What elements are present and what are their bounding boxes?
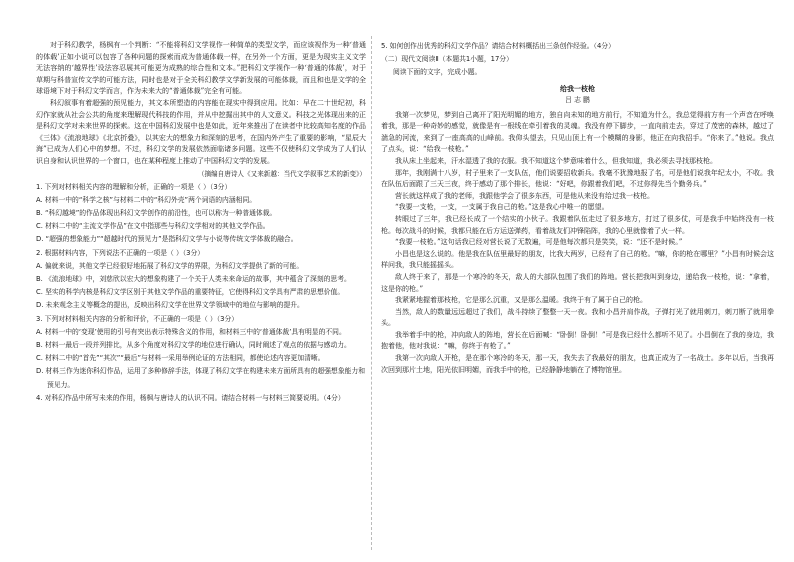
- story-paragraph: 我紧紧地握着那枝枪，它是那么沉重，又是那么温暖。我终于有了属于自己的枪。: [395, 296, 647, 305]
- story-paragraph: 我举着手中的枪，冲向敌人的阵地，营长在后面喊：“卧倒！卧倒！”可是我已经什么都听不见了。小昌倒在了我的身边，我抱着他，他对我说：“嘛，你终于有枪了。”: [381, 330, 774, 351]
- story-author: 吕 志 鹏: [565, 95, 590, 104]
- question-1: [36, 181, 366, 247]
- story-paragraph: 营长就这样成了我的老师，我跟他学会了很多东西，可是他从来没有给过我一枝枪。: [395, 191, 654, 200]
- source-citation: （摘编自唐诗人《又来新越：当代文学叙事艺术的新变》）: [197, 169, 366, 178]
- option-b: B. 《流浪地球》中，刘慈欣以宏大的想象构建了一个关于人类未来命运的故事，其中蕴含了深刻的思考。: [36, 274, 351, 283]
- story-paragraph: 转眼过了三年，我已经长成了一个结实的小伙子。我跟着队伍走过了很多地方，打过了很多仗，可是我手中始终没有一枝枪。每次战斗的时候，我都只能在后方运送弹药，看着战友们冲锋陷阵，我的心里就像着了火一样。: [381, 214, 774, 235]
- question-stem: 1. 下列对材料相关内容的理解和分析，正确的一项是（ ）（3分）: [36, 182, 232, 191]
- story-title: 给我一枝枪: [560, 83, 595, 93]
- story-paragraph: 当然，敌人的数量远远超过了我们，战斗持续了整整一天一夜。我和小昌并肩作战，子弹打光了就用刺刀，刺刀断了就用拳头。: [381, 307, 774, 328]
- option-c: C. 材料二中的“首先”“其次”“最后”与材料一采用举例论证的方法相同，都使论述内容更加清晰。: [36, 354, 325, 363]
- option-d: D. 未来观念主义等概念的提出，反映出科幻文学在世界文学领域中的地位与影响的提升。: [36, 301, 304, 310]
- option-b: B. “科幻越境”的作品体现出科幻文学创作的前沿性，也可以称为一种普通体裁。: [36, 208, 277, 217]
- option-c: C. 坚实的科学内核是科幻文学区别于其他文学作品的重要特征，它使得科幻文学具有严肃的思想价值。: [36, 288, 345, 297]
- passage-paragraph: 科幻叙事有着超强的预见能力，其文本所塑造的内容能在现实中得到应用。比如：早在二十世纪初，科幻作家就从社会公共的角度来理解现代科技的作用，并从中挖掘出其中的人文意义。科技之光体现出来的正是科幻文学对未来世界的探索。这在中国科幻发展中也是如此，近年来推出了在读者中比较高知名度的作品《三体》《流浪地球》《北京折叠》，以其宏大的想象力和深刻的思考，在国内外产生了重要的影响，“星辰大海”已成为人们心中的梦想。不过，科幻文学的发展依然面临诸多问题。这些不仅使科幻文学成为了人们认识自身和认识世界的一个窗口，也在某种程度上推动了中国科幻文学的发展。: [36, 98, 366, 165]
- passage-paragraph: 对于科幻教学，杨枫有一个判断：“不能将科幻文学视作一种简单的类型文学，而应该视作为一种‘普通的体载’正如小说可以包容了各种问题的探索而成为普通体载一样，在另外一个方面，更是为现实主义文学无法容纳的‘越界性’设法容忍展其可能更为成熟的综合性和文本。”把科幻文学视作一种‘普通的体裁’，对于草期与科普宣传文学的可能方法，同时也是对于全关科幻教学文学新发展的可能体裁，而且和也是文学的全球语境下对于科幻文学而言，作为未来大的“普通体裁”完全有可能。: [36, 41, 366, 96]
- story-paragraph: “我要一枝枪。”这句话我已经对营长说了无数遍，可是他每次都只是笑笑，说：“还不是时候。”: [395, 238, 683, 247]
- question-4: 4. 对科幻作品中所写未来的作用，杨枫与唐诗人的认识不同。请结合材料一与材料三简要说明。（4分）: [36, 393, 345, 402]
- option-a: A. 偏就来说，其他文学已经很好地拓展了科幻文学的界限，为科幻文学提供了新的可能。: [36, 261, 304, 270]
- option-c: C. 材料二中的“主流文学作品”在文中指那些与科幻文学相对的其他文学作品。: [36, 222, 270, 231]
- story-paragraph: 我第一次梦见，梦到自己离开了阳光明媚的地方，独自向未知的地方前行，不知道为什么，我总觉得前方有一个声音在呼唤着我，那是一种奇妙的感觉，就像是有一根线在牵引着我的灵魂。我没有停下脚步，一直向前走去，穿过了茂密的森林，越过了湍急的河流，来到了一座高高的山峰前。我仰头望去，只见山顶上有一个模糊的身影，他正在向我招手。“你来了。”他说。我点了点头，说：“给我一枝枪。”: [381, 110, 774, 154]
- section-heading: （二）现代文阅读Ⅱ（本题共1小题，17分）: [381, 55, 513, 64]
- question-2: [36, 247, 366, 313]
- option-a: A. 材料一中的‘变现’使用的引号有突出表示特殊含义的作用，和材料三中的‘普通体裁’具有明显的不同。: [36, 327, 346, 336]
- story-paragraph: “我要一支枪，一支，一支属于我自己的枪。”这是我心中唯一的愿望。: [395, 203, 609, 212]
- reading-instruction: 阅读下面的文字，完成小题。: [393, 68, 482, 77]
- story-paragraph: 敌人终于来了，那是一个寒冷的冬天，敌人的大部队包围了我们的阵地。营长把我叫到身边，递给我一枝枪，说：“拿着，这是你的枪。”: [381, 272, 774, 293]
- question-stem: 3. 下列对材料相关内容的分析和评价，不正确的一项是（ ）（3分）: [36, 314, 239, 323]
- option-a: A. 材料一中的“科学之核”与材料二中的“科幻外壳”两个词语的内涵相同。: [36, 195, 257, 204]
- question-5: 5. 如何创作出优秀的科幻文学作品？请结合材料概括出三条创作经验。（4分）: [381, 42, 615, 50]
- option-d: D. “超强的想象能力”“超越时代的预见力”是指科幻文学与小说等传统文学体裁的融合。: [36, 235, 298, 244]
- story-body: [381, 110, 774, 377]
- column-divider: [371, 36, 372, 550]
- option-b: B. 材料一最后一段并列排比，从多个角度对科幻文学的地位进行确认，同时阐述了观点的依据与感动力。: [36, 340, 351, 349]
- left-column: [36, 40, 366, 405]
- story-paragraph: 小昌也是这么说的。他是我在队伍里最好的朋友，比我大两岁，已经有了自己的枪。“嘛，你的枪在哪里？”小昌有时候会这样问我，我只能摇摇头。: [381, 249, 774, 270]
- story-paragraph: 我从床上坐起来，汗水湿透了我的衣服。我不知道这个梦意味着什么，但我知道，我必须去寻找那枝枪。: [395, 156, 717, 165]
- option-d: D. 材料三作为迷你科幻作品，运用了多种修辞手法，体现了科幻文学在构建未来方面所具有的超强想象能力和预见力。: [36, 367, 366, 389]
- question-3: [36, 313, 366, 392]
- story-paragraph: 那年，我刚满十八岁，村子里来了一支队伍，他们说要招收新兵。我毫不犹豫地报了名，可是他们说我年纪太小，不收。我在队伍后面跟了三天三夜，终于感动了那个排长，他说：“好吧，你跟着我们吧，不过你得先当个勤务兵。”: [381, 168, 774, 189]
- right-column: [381, 40, 774, 376]
- story-paragraph: 我第一次向敌人开枪，是在那个寒冷的冬天，那一天，我失去了我最好的朋友，也真正成为了一名战士。多年以后，当我再次回到那片土地，阳光依旧明媚，而我手中的枪，已经静静地躺在了博物馆里。: [381, 354, 774, 374]
- question-stem: 2. 根据材料内容，下列说法不正确的一项是（ ）（3分）: [36, 248, 205, 257]
